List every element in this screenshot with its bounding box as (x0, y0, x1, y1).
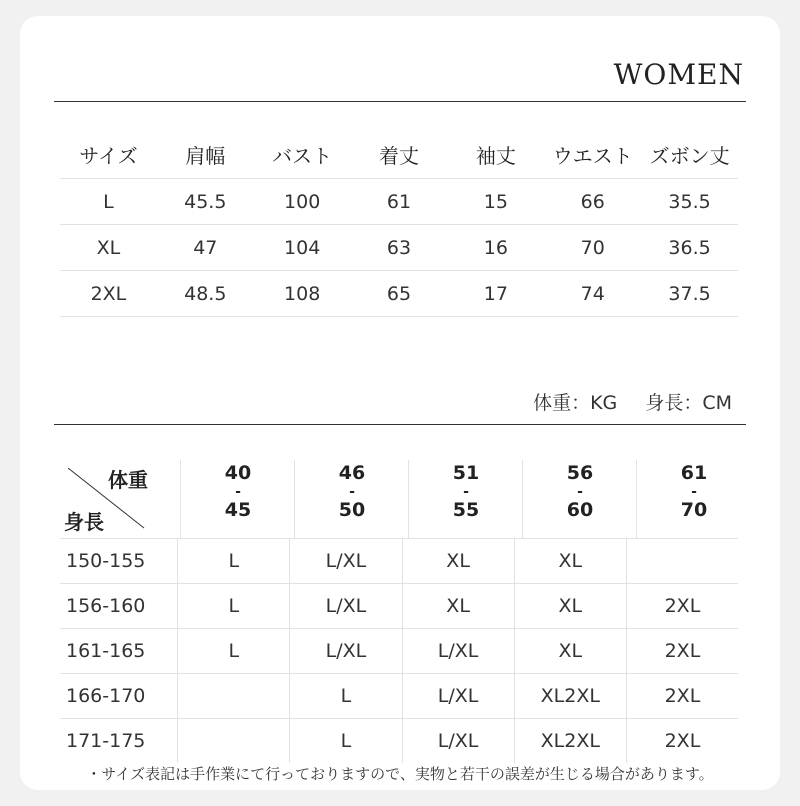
table-row (60, 719, 738, 763)
weight-range-header (180, 460, 295, 538)
size-table-header (60, 130, 738, 179)
range-from: 40 (224, 462, 252, 484)
size-cell: XL (402, 539, 514, 583)
header-cell: 肩幅 (185, 143, 226, 168)
range-from: 46 (338, 462, 366, 484)
weight-axis-label: 体重 (108, 468, 148, 492)
size-cell (626, 539, 738, 583)
size-cell: 2XL (626, 584, 738, 628)
table-cell: 36.5 (668, 236, 711, 259)
height-range: 161-165 (66, 640, 146, 662)
table-row (60, 629, 738, 674)
height-axis-label: 身長 (64, 510, 104, 534)
table-row (60, 225, 738, 271)
table-row (60, 674, 738, 719)
size-cell: XL (514, 584, 626, 628)
table-cell: 108 (284, 282, 321, 305)
size-cell: 2XL (626, 629, 738, 673)
size-cell: L/XL (402, 719, 514, 763)
height-unit: 身長：CM (645, 392, 732, 414)
weight-range-header (522, 460, 637, 538)
size-guide-header (60, 460, 738, 539)
header-cell: ウエスト (552, 143, 633, 168)
range-to: 50 (338, 499, 366, 521)
header-cell: 着丈 (379, 143, 419, 168)
table-cell: 17 (483, 282, 508, 305)
units-label (511, 388, 732, 415)
range-dash: - (349, 484, 355, 500)
table-row (60, 539, 738, 584)
table-cell: 37.5 (668, 282, 711, 305)
size-cell: L/XL (289, 584, 401, 628)
divider (54, 101, 746, 102)
size-cell (177, 719, 289, 763)
range-from: 51 (452, 462, 480, 484)
range-dash: - (691, 484, 697, 500)
table-row (60, 584, 738, 629)
size-table (60, 130, 738, 317)
range-dash: - (577, 484, 583, 500)
size-cell: XL2XL (514, 674, 626, 718)
size-cell: 2XL (626, 674, 738, 718)
header-cell: 袖丈 (475, 143, 516, 168)
size-cell: L/XL (402, 674, 514, 718)
size-cell: L (177, 539, 289, 583)
size-cell: XL2XL (514, 719, 626, 763)
table-cell: 2XL (90, 282, 127, 305)
table-cell: XL (96, 236, 121, 259)
range-to: 70 (680, 499, 708, 521)
range-dash: - (235, 484, 241, 500)
table-cell: 15 (483, 190, 508, 213)
range-to: 45 (224, 499, 252, 521)
weight-range-header (408, 460, 523, 538)
weight-range-header (294, 460, 409, 538)
table-cell: 48.5 (184, 282, 227, 305)
size-cell: L/XL (289, 629, 401, 673)
table-cell: 63 (386, 236, 412, 259)
table-cell: 65 (386, 282, 412, 305)
size-cell: XL (514, 539, 626, 583)
table-cell: 16 (483, 236, 508, 259)
range-to: 60 (566, 499, 594, 521)
range-from: 56 (566, 462, 594, 484)
divider (54, 424, 746, 425)
table-row (60, 179, 738, 225)
height-range: 171-175 (66, 730, 146, 752)
height-range: 156-160 (66, 595, 146, 617)
footnote: ・サイズ表記は手作業にて行っておりますので、実物と若干の誤差が生じる場合があります。 (86, 765, 714, 783)
table-cell: 35.5 (668, 190, 711, 213)
table-row (60, 271, 738, 317)
table-cell: 61 (386, 190, 412, 213)
size-cell: XL (402, 584, 514, 628)
weight-unit: 体重：KG (533, 392, 618, 414)
size-cell: L/XL (402, 629, 514, 673)
size-cell: L (177, 584, 289, 628)
size-cell: L/XL (289, 539, 401, 583)
table-cell: 74 (580, 282, 605, 305)
table-cell: 47 (193, 236, 218, 259)
size-guide-table (60, 460, 738, 763)
table-cell: 104 (284, 236, 321, 259)
height-range: 166-170 (66, 685, 146, 707)
table-cell: 66 (580, 190, 605, 213)
table-cell: 70 (580, 236, 605, 259)
table-cell: 100 (284, 190, 321, 213)
size-cell: XL (514, 629, 626, 673)
table-cell: 45.5 (184, 190, 227, 213)
size-cell: L (289, 719, 401, 763)
size-cell: L (177, 629, 289, 673)
page-title: WOMEN (613, 58, 744, 91)
size-cell (177, 674, 289, 718)
range-from: 61 (680, 462, 708, 484)
range-dash: - (463, 484, 469, 500)
size-cell: 2XL (626, 719, 738, 763)
size-cell: L (289, 674, 401, 718)
height-range: 150-155 (66, 550, 146, 572)
header-cell: ズボン丈 (649, 143, 730, 168)
header-cell: サイズ (79, 143, 138, 168)
weight-range-header (636, 460, 751, 538)
table-cell: L (103, 190, 114, 213)
header-cell: バスト (272, 143, 333, 168)
range-to: 55 (452, 499, 480, 521)
